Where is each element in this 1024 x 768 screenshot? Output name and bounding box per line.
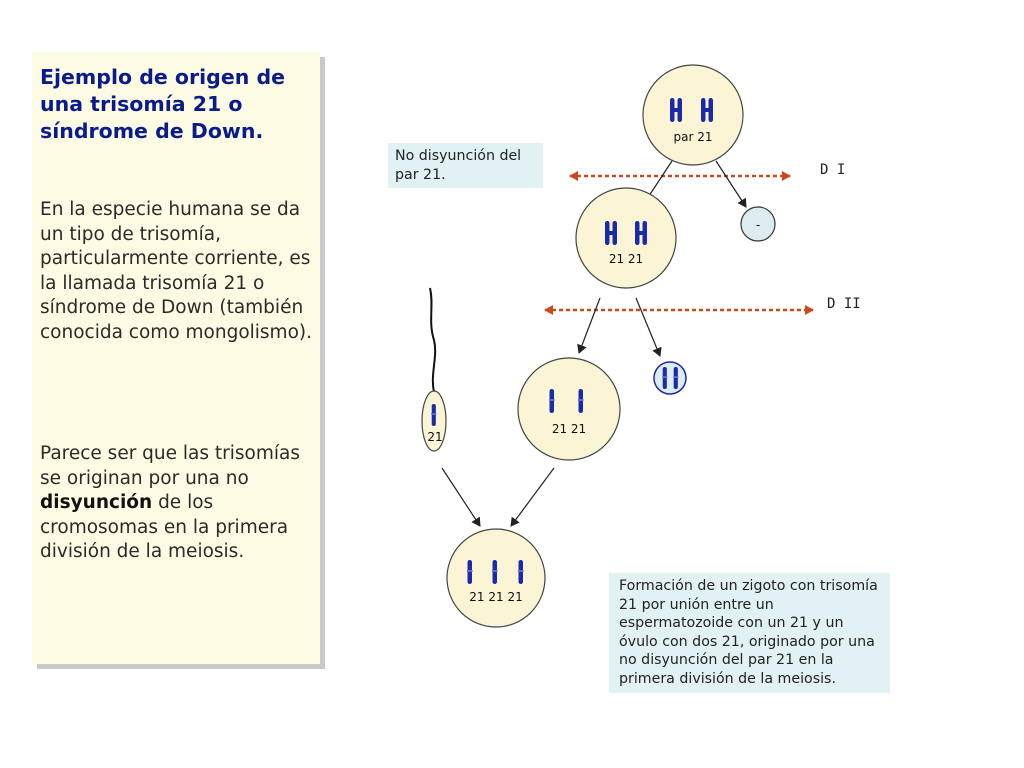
second-cell <box>576 188 676 288</box>
parent-cell <box>643 65 743 165</box>
arrow-ovum-to-zygote <box>511 468 554 526</box>
zygote-label: 21 21 21 <box>469 590 523 604</box>
panel-paragraph-1: En la especie humana se da un tipo de trisomía, particularmente corriente, es la llamada trisomía 21 o síndrome de Down (también conocida como mongolismo). <box>40 199 312 343</box>
arrow-to-empty-cell <box>716 161 746 207</box>
chromosome-icon <box>431 404 436 426</box>
arrow-to-small-cell <box>636 298 660 356</box>
chromosome-icon <box>467 560 473 584</box>
empty-daughter-cell <box>741 207 775 241</box>
chromosome-icon <box>662 367 667 389</box>
arrow-sperm-to-zygote <box>442 468 480 526</box>
sperm-label: 21 <box>427 430 443 444</box>
nondisjunction-caption: No disyunción del par 21. <box>388 143 543 188</box>
para2-text-start: Parece ser que las trisomías se originan por una no <box>40 443 301 489</box>
zygote-cell <box>447 529 545 627</box>
chromosome-icon <box>518 560 524 584</box>
para2-bold-term: disyunción <box>40 492 153 514</box>
phase-1-label: D I <box>820 162 846 178</box>
phase-2-label: D II <box>827 296 861 312</box>
empty-cell-label: - <box>755 218 761 232</box>
panel-title: Ejemplo de origen de una trisomía 21 o síndrome de Down. <box>40 65 286 143</box>
second-cell-label: 21 21 <box>608 252 644 266</box>
zygote-caption: Formación de un zigoto con trisomía 21 por unión entre un espermatozoide con un 21 y un óvulo con dos 21, originado por una no disyunción del par 21 en la primera división de la meiosis. <box>609 573 890 693</box>
chromosome-icon <box>492 560 498 584</box>
chromosome-icon <box>549 389 555 413</box>
parent-cell-label: par 21 <box>673 130 713 144</box>
small-daughter-cell <box>654 362 686 394</box>
ovum-cell-label: 21 21 <box>551 422 587 436</box>
ovum-cell <box>518 358 620 460</box>
sperm <box>422 288 446 451</box>
para2-text-end: de los cromosomas en la primera división de la meiosis. <box>40 492 289 563</box>
chromosome-icon <box>673 367 678 389</box>
arrow-to-third-cell <box>579 298 600 353</box>
chromosome-icon <box>578 389 584 413</box>
